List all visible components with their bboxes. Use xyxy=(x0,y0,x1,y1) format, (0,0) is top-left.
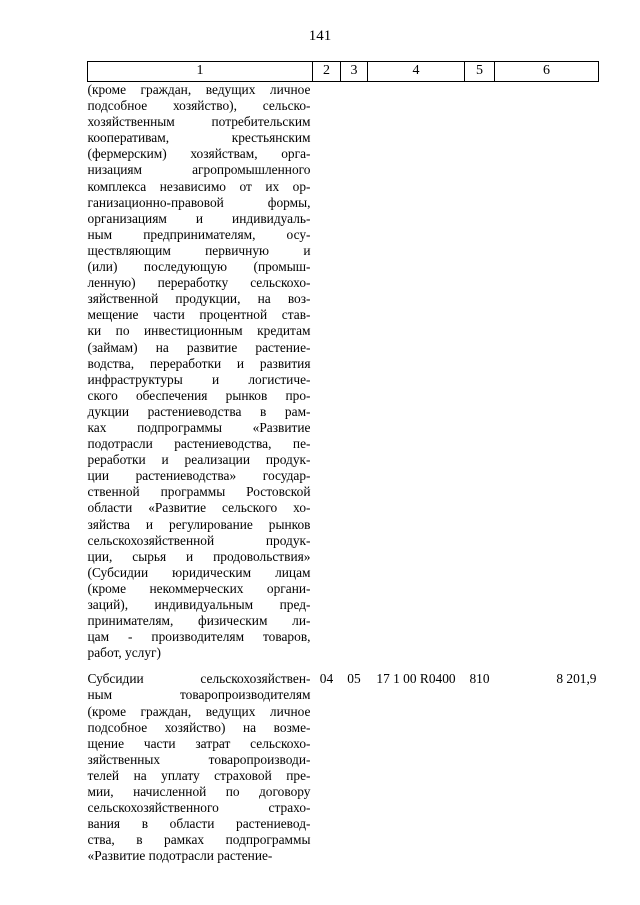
description-line: хозяйственным потребительским xyxy=(87,114,311,130)
description-line: (кроме некоммерческих органи- xyxy=(87,580,311,596)
description-line: водства, переработки и развития xyxy=(87,355,311,371)
description-line: работ, услуг) xyxy=(87,645,161,661)
description-line: ки по инвестиционным кредитам xyxy=(87,323,311,339)
description-line: ственной программы Ростовской xyxy=(87,484,311,500)
cell-c4 xyxy=(368,82,465,662)
cell-c6 xyxy=(495,82,599,662)
description-line: щение части затрат сельскохо- xyxy=(87,735,311,751)
header-cell: 1 xyxy=(88,62,313,82)
cell-c5 xyxy=(465,82,495,662)
description-line: зяйственной продукции, на воз- xyxy=(87,291,311,307)
header-cell: 2 xyxy=(313,62,341,82)
description-line: ства, в рамках подпрограммы xyxy=(87,832,311,848)
description-line: Субсидии сельскохозяйствен- xyxy=(87,671,311,687)
description-line: дукции растениеводства в рам- xyxy=(87,403,311,419)
description-cell xyxy=(88,661,313,864)
description-line: заций), индивидуальным пред- xyxy=(87,597,311,612)
description-line: (Субсидии юридическим лицам xyxy=(87,564,311,580)
table-row xyxy=(88,82,599,662)
header-cell: 4 xyxy=(368,62,465,82)
description-cell xyxy=(88,82,313,662)
description-line: мии, начисленной по договору xyxy=(87,784,311,800)
description-line: (фермерским) хозяйствам, орга- xyxy=(87,146,311,162)
description-line: цам - производителям товаров, xyxy=(87,629,311,645)
description-line: ленную) переработку сельскохо- xyxy=(87,275,311,291)
description-line: мещение части процентной став- xyxy=(87,307,311,323)
description-line: организациям и индивидуаль- xyxy=(87,210,311,226)
description-line: ках подпрограммы «Развитие xyxy=(87,419,311,435)
cell-c3 xyxy=(341,82,368,662)
description-line: ции растениеводства» государ- xyxy=(87,468,311,484)
cell-c5: 810 xyxy=(469,671,490,687)
cell-c2 xyxy=(313,82,341,662)
description-line: (кроме граждан, ведущих личное xyxy=(87,82,311,97)
description-line: ществляющим первичную и xyxy=(87,242,311,258)
description-line: реработки и реализации продук- xyxy=(87,452,311,468)
page-number: 141 xyxy=(308,28,332,44)
description-line: телей на уплату страховой пре- xyxy=(87,767,311,783)
table-row xyxy=(88,661,599,864)
description-line: сельскохозяйственного страхо- xyxy=(87,800,311,816)
description-line: зяйства и регулирование рынков xyxy=(87,516,311,532)
description-line: вания в области растениевод- xyxy=(87,816,311,832)
cell-c4: 17 1 00 R0400 xyxy=(376,671,456,687)
description-line: области «Развитие сельского хо- xyxy=(87,500,311,516)
description-line: низациям агропромышленного xyxy=(87,162,311,178)
description-line: ным предпринимателям, осу- xyxy=(87,226,311,242)
description-line: зяйственных товаропроизводи- xyxy=(87,751,311,767)
description-line: (займам) на развитие растение- xyxy=(87,339,311,355)
description-line: сельскохозяйственной продук- xyxy=(87,532,311,548)
description-line: ского обеспечения рынков про- xyxy=(87,387,311,403)
description-line: принимателям, физическим ли- xyxy=(87,613,311,629)
description-line: комплекса независимо от их ор- xyxy=(87,178,311,194)
header-cell: 5 xyxy=(465,62,495,82)
cell-c6: 8 201,9 xyxy=(556,671,597,687)
description-line: (или) последующую (промыш- xyxy=(87,259,311,275)
header-cell: 3 xyxy=(341,62,368,82)
description-line: ным товаропроизводителям xyxy=(87,687,311,703)
description-line: «Развитие подотрасли растение- xyxy=(87,848,273,864)
description-line: ции, сырья и продовольствия» xyxy=(87,548,311,564)
description-line: инфраструктуры и логистиче- xyxy=(87,371,311,387)
header-row xyxy=(88,62,599,82)
description-line: (кроме граждан, ведущих личное xyxy=(87,703,311,719)
description-line: подсобное хозяйство) на возме- xyxy=(87,719,311,735)
cell-c2: 04 xyxy=(319,671,334,687)
description-line: подотрасли растениеводства, пе- xyxy=(87,436,311,452)
header-cell: 6 xyxy=(495,62,599,82)
description-line: ганизационно-правовой формы, xyxy=(87,194,311,210)
cell-c3: 05 xyxy=(347,671,361,687)
description-line: подсобное хозяйство), сельско- xyxy=(87,98,311,114)
description-line: кооперативам, крестьянским xyxy=(87,130,311,146)
budget-table xyxy=(87,61,599,865)
